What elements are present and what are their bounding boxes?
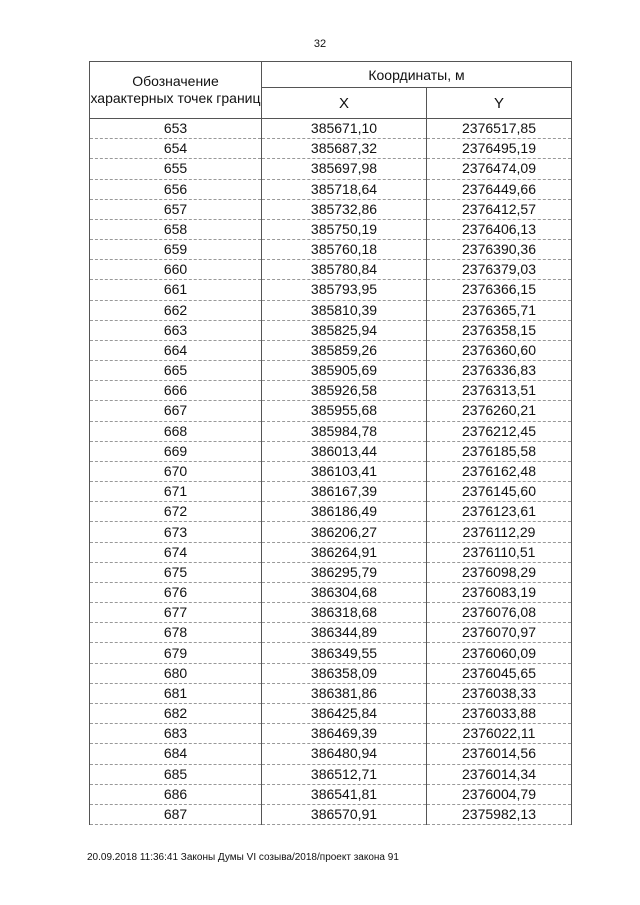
table-row [90,522,572,542]
y-cell: 2376123,61 [427,502,572,522]
table-row [90,280,572,300]
y-cell: 2376412,57 [427,199,572,219]
point-id-cell: 674 [90,542,262,562]
table-row [90,663,572,683]
y-cell: 2376336,83 [427,361,572,381]
y-cell: 2376022,11 [427,724,572,744]
x-cell: 386512,71 [262,764,427,784]
y-cell: 2376358,15 [427,320,572,340]
y-cell: 2376406,13 [427,219,572,239]
y-cell: 2376379,03 [427,260,572,280]
x-cell: 385984,78 [262,421,427,441]
x-cell: 386013,44 [262,441,427,461]
table-row [90,159,572,179]
x-cell: 386541,81 [262,784,427,804]
point-id-cell: 654 [90,139,262,159]
table-row [90,401,572,421]
x-cell: 386206,27 [262,522,427,542]
x-cell: 385732,86 [262,199,427,219]
point-id-cell: 661 [90,280,262,300]
table-row [90,119,572,139]
x-cell: 385859,26 [262,340,427,360]
point-id-cell: 683 [90,724,262,744]
point-id-cell: 656 [90,179,262,199]
x-cell: 386318,68 [262,603,427,623]
table-row [90,724,572,744]
footer-note: 20.09.2018 11:36:41 Законы Думы VI созыва/2018/проект закона 91 [87,852,399,863]
point-id-cell: 666 [90,381,262,401]
point-id-cell: 681 [90,683,262,703]
table-row [90,643,572,663]
y-cell: 2376449,66 [427,179,572,199]
point-id-cell: 670 [90,461,262,481]
table-row [90,582,572,602]
point-id-cell: 677 [90,603,262,623]
point-id-cell: 682 [90,703,262,723]
y-cell: 2376145,60 [427,482,572,502]
x-cell: 385671,10 [262,119,427,139]
x-cell: 385810,39 [262,300,427,320]
y-cell: 2376098,29 [427,562,572,582]
point-id-cell: 675 [90,562,262,582]
y-cell: 2376083,19 [427,582,572,602]
point-id-cell: 676 [90,582,262,602]
header-points: Обозначение характерных точек границ [90,62,262,119]
x-cell: 385697,98 [262,159,427,179]
x-cell: 386103,41 [262,461,427,481]
table-row [90,784,572,804]
table-row [90,139,572,159]
x-cell: 386264,91 [262,542,427,562]
point-id-cell: 653 [90,119,262,139]
x-cell: 386358,09 [262,663,427,683]
table-row [90,683,572,703]
point-id-cell: 685 [90,764,262,784]
x-cell: 385825,94 [262,320,427,340]
x-cell: 386425,84 [262,703,427,723]
x-cell: 386186,49 [262,502,427,522]
y-cell: 2376517,85 [427,119,572,139]
x-cell: 386469,39 [262,724,427,744]
point-id-cell: 655 [90,159,262,179]
y-cell: 2376038,33 [427,683,572,703]
table-body [90,119,572,825]
x-cell: 385687,32 [262,139,427,159]
table-row [90,219,572,239]
x-cell: 385760,18 [262,240,427,260]
table-row [90,361,572,381]
table-row [90,320,572,340]
table-row [90,340,572,360]
x-cell: 386381,86 [262,683,427,703]
table-row [90,502,572,522]
y-cell: 2376070,97 [427,623,572,643]
x-cell: 385905,69 [262,361,427,381]
table-row [90,744,572,764]
table-row [90,764,572,784]
point-id-cell: 680 [90,663,262,683]
y-cell: 2376495,19 [427,139,572,159]
y-cell: 2376112,29 [427,522,572,542]
table-row [90,482,572,502]
page-number: 32 [313,38,327,50]
point-id-cell: 684 [90,744,262,764]
point-id-cell: 659 [90,240,262,260]
table-row [90,179,572,199]
point-id-cell: 667 [90,401,262,421]
table-row [90,804,572,824]
y-cell: 2376212,45 [427,421,572,441]
x-cell: 385955,68 [262,401,427,421]
x-cell: 385793,95 [262,280,427,300]
y-cell: 2376014,56 [427,744,572,764]
y-cell: 2376076,08 [427,603,572,623]
x-cell: 385718,64 [262,179,427,199]
x-cell: 385780,84 [262,260,427,280]
table-row [90,441,572,461]
y-cell: 2376060,09 [427,643,572,663]
header-y: Y [427,88,572,119]
table-row [90,603,572,623]
point-id-cell: 672 [90,502,262,522]
point-id-cell: 673 [90,522,262,542]
x-cell: 385750,19 [262,219,427,239]
point-id-cell: 664 [90,340,262,360]
x-cell: 386480,94 [262,744,427,764]
table-row [90,300,572,320]
x-cell: 385926,58 [262,381,427,401]
table-row [90,381,572,401]
point-id-cell: 660 [90,260,262,280]
coordinates-table [89,61,572,825]
y-cell: 2376185,58 [427,441,572,461]
point-id-cell: 662 [90,300,262,320]
x-cell: 386344,89 [262,623,427,643]
point-id-cell: 668 [90,421,262,441]
point-id-cell: 671 [90,482,262,502]
table-row [90,260,572,280]
table-row [90,461,572,481]
header-coordinates: Координаты, м [262,62,572,88]
y-cell: 2376474,09 [427,159,572,179]
x-cell: 386570,91 [262,804,427,824]
table-row [90,562,572,582]
y-cell: 2376004,79 [427,784,572,804]
y-cell: 2376014,34 [427,764,572,784]
y-cell: 2376162,48 [427,461,572,481]
table-row [90,703,572,723]
table-row [90,199,572,219]
x-cell: 386167,39 [262,482,427,502]
y-cell: 2376110,51 [427,542,572,562]
y-cell: 2375982,13 [427,804,572,824]
y-cell: 2376033,88 [427,703,572,723]
table-row [90,623,572,643]
point-id-cell: 657 [90,199,262,219]
table-row [90,542,572,562]
point-id-cell: 669 [90,441,262,461]
point-id-cell: 665 [90,361,262,381]
y-cell: 2376390,36 [427,240,572,260]
y-cell: 2376260,21 [427,401,572,421]
x-cell: 386349,55 [262,643,427,663]
table-row [90,240,572,260]
point-id-cell: 658 [90,219,262,239]
y-cell: 2376366,15 [427,280,572,300]
table-row [90,421,572,441]
point-id-cell: 679 [90,643,262,663]
point-id-cell: 686 [90,784,262,804]
point-id-cell: 663 [90,320,262,340]
point-id-cell: 687 [90,804,262,824]
header-x: X [262,88,427,119]
y-cell: 2376365,71 [427,300,572,320]
x-cell: 386304,68 [262,582,427,602]
y-cell: 2376045,65 [427,663,572,683]
table-header [90,62,572,119]
y-cell: 2376360,60 [427,340,572,360]
y-cell: 2376313,51 [427,381,572,401]
x-cell: 386295,79 [262,562,427,582]
point-id-cell: 678 [90,623,262,643]
